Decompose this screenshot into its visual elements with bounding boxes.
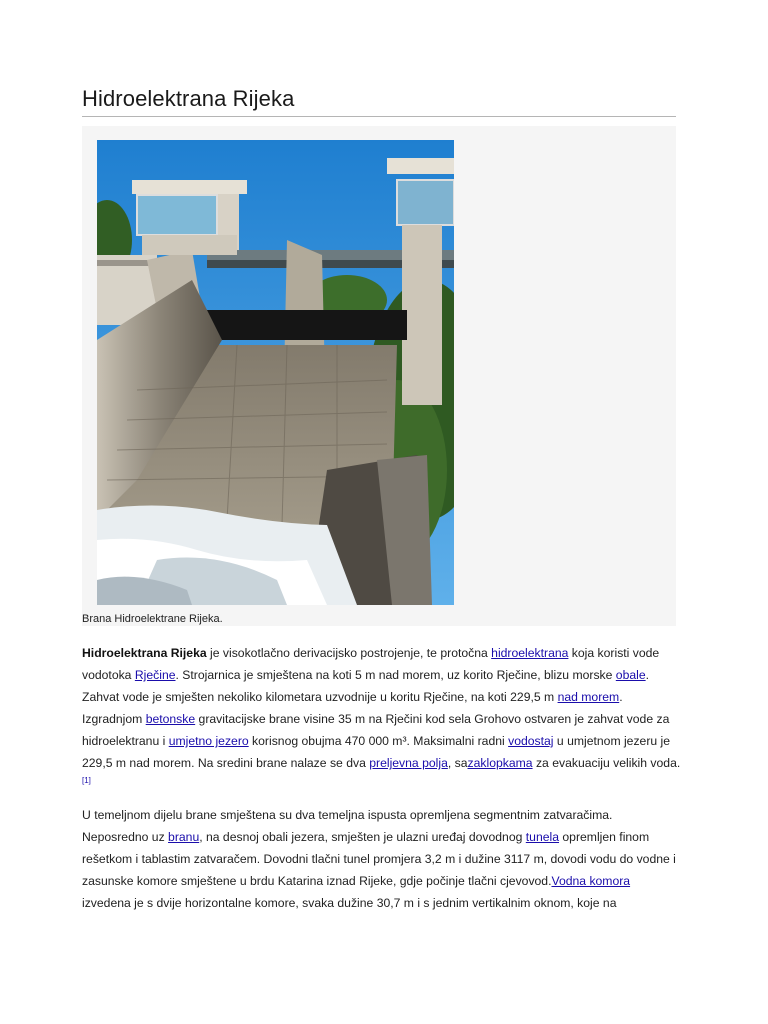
text: izvedena je s dvije horizontalne komore, svaka dužine 30,7 m i s jednim vertikalnim oknom, koje na	[82, 896, 617, 910]
paragraph-1	[82, 642, 682, 796]
text: je visokotlačno derivacijsko postrojenje, te protočna	[206, 646, 492, 660]
link-nad-morem[interactable]: nad morem	[557, 690, 620, 704]
text: za evakuaciju velikih voda.	[532, 756, 681, 770]
link-obale[interactable]: obale	[615, 668, 646, 682]
article-subject: Hidroelektrana Rijeka	[82, 646, 207, 660]
dam-photo[interactable]	[97, 140, 454, 605]
link-vodostaj[interactable]: vodostaj	[508, 734, 554, 748]
link-rjecine[interactable]: Rječine	[134, 668, 176, 682]
text: , sa	[447, 756, 468, 770]
paragraph-2	[82, 804, 682, 914]
link-vodna-komora[interactable]: Vodna komora	[551, 874, 631, 888]
link-tunela[interactable]: tunela	[525, 830, 560, 844]
text: U temeljnom dijelu brane smještena su dva temeljna ispusta opremljena segmentnim zatvaračima. Neposredno uz	[82, 808, 613, 844]
link-hidroelektrana[interactable]: hidroelektrana	[491, 646, 569, 660]
text: koja koristi vode vodotoka	[82, 646, 660, 682]
title-divider	[82, 116, 676, 117]
text: . Izgradnjom	[82, 690, 623, 726]
page-title: Hidroelektrana Rijeka	[82, 86, 295, 111]
figure-box	[82, 126, 676, 626]
text: u umjetnom jezeru je 229,5 m nad morem. Na sredini brane nalaze se dva	[82, 734, 671, 770]
link-zaklopkama[interactable]: zaklopkama	[467, 756, 533, 770]
link-umjetno-jezero[interactable]: umjetno jezero	[168, 734, 249, 748]
text: , na desnoj obali jezera, smješten je ulazni uređaj dovodnog	[199, 830, 526, 844]
figure-caption: Brana Hidroelektrane Rijeka.	[82, 613, 223, 625]
text: . Strojarnica je smještena na koti 5 m nad morem, uz korito Rječine, blizu morske	[175, 668, 616, 682]
reference-1[interactable]: [1]	[82, 776, 91, 785]
article-body	[82, 642, 682, 922]
link-preljevna-polja[interactable]: preljevna polja	[369, 756, 448, 770]
link-betonske[interactable]: betonske	[145, 712, 196, 726]
text: gravitacijske brane visine 35 m na Rječini kod sela Grohovo ostvaren je zahvat vode za hidroelektranu i	[82, 712, 670, 748]
text: opremljen finom rešetkom i tablastim zatvaračem. Dovodni tlačni tunel promjera 3,2 m i dužine 3117 m, dovodi vodu do vodne i zasunske komore smještene u brdu Katarina iznad Rijeke, gdje počinje tlačni cjevovod.	[82, 830, 676, 888]
text: korisnog obujma 470 000 m³. Maksimalni radni	[248, 734, 509, 748]
link-branu[interactable]: branu	[168, 830, 200, 844]
text: . Zahvat vode je smješten nekoliko kilometara uzvodnije u koritu Rječine, na koti 229,5 m	[82, 668, 650, 704]
